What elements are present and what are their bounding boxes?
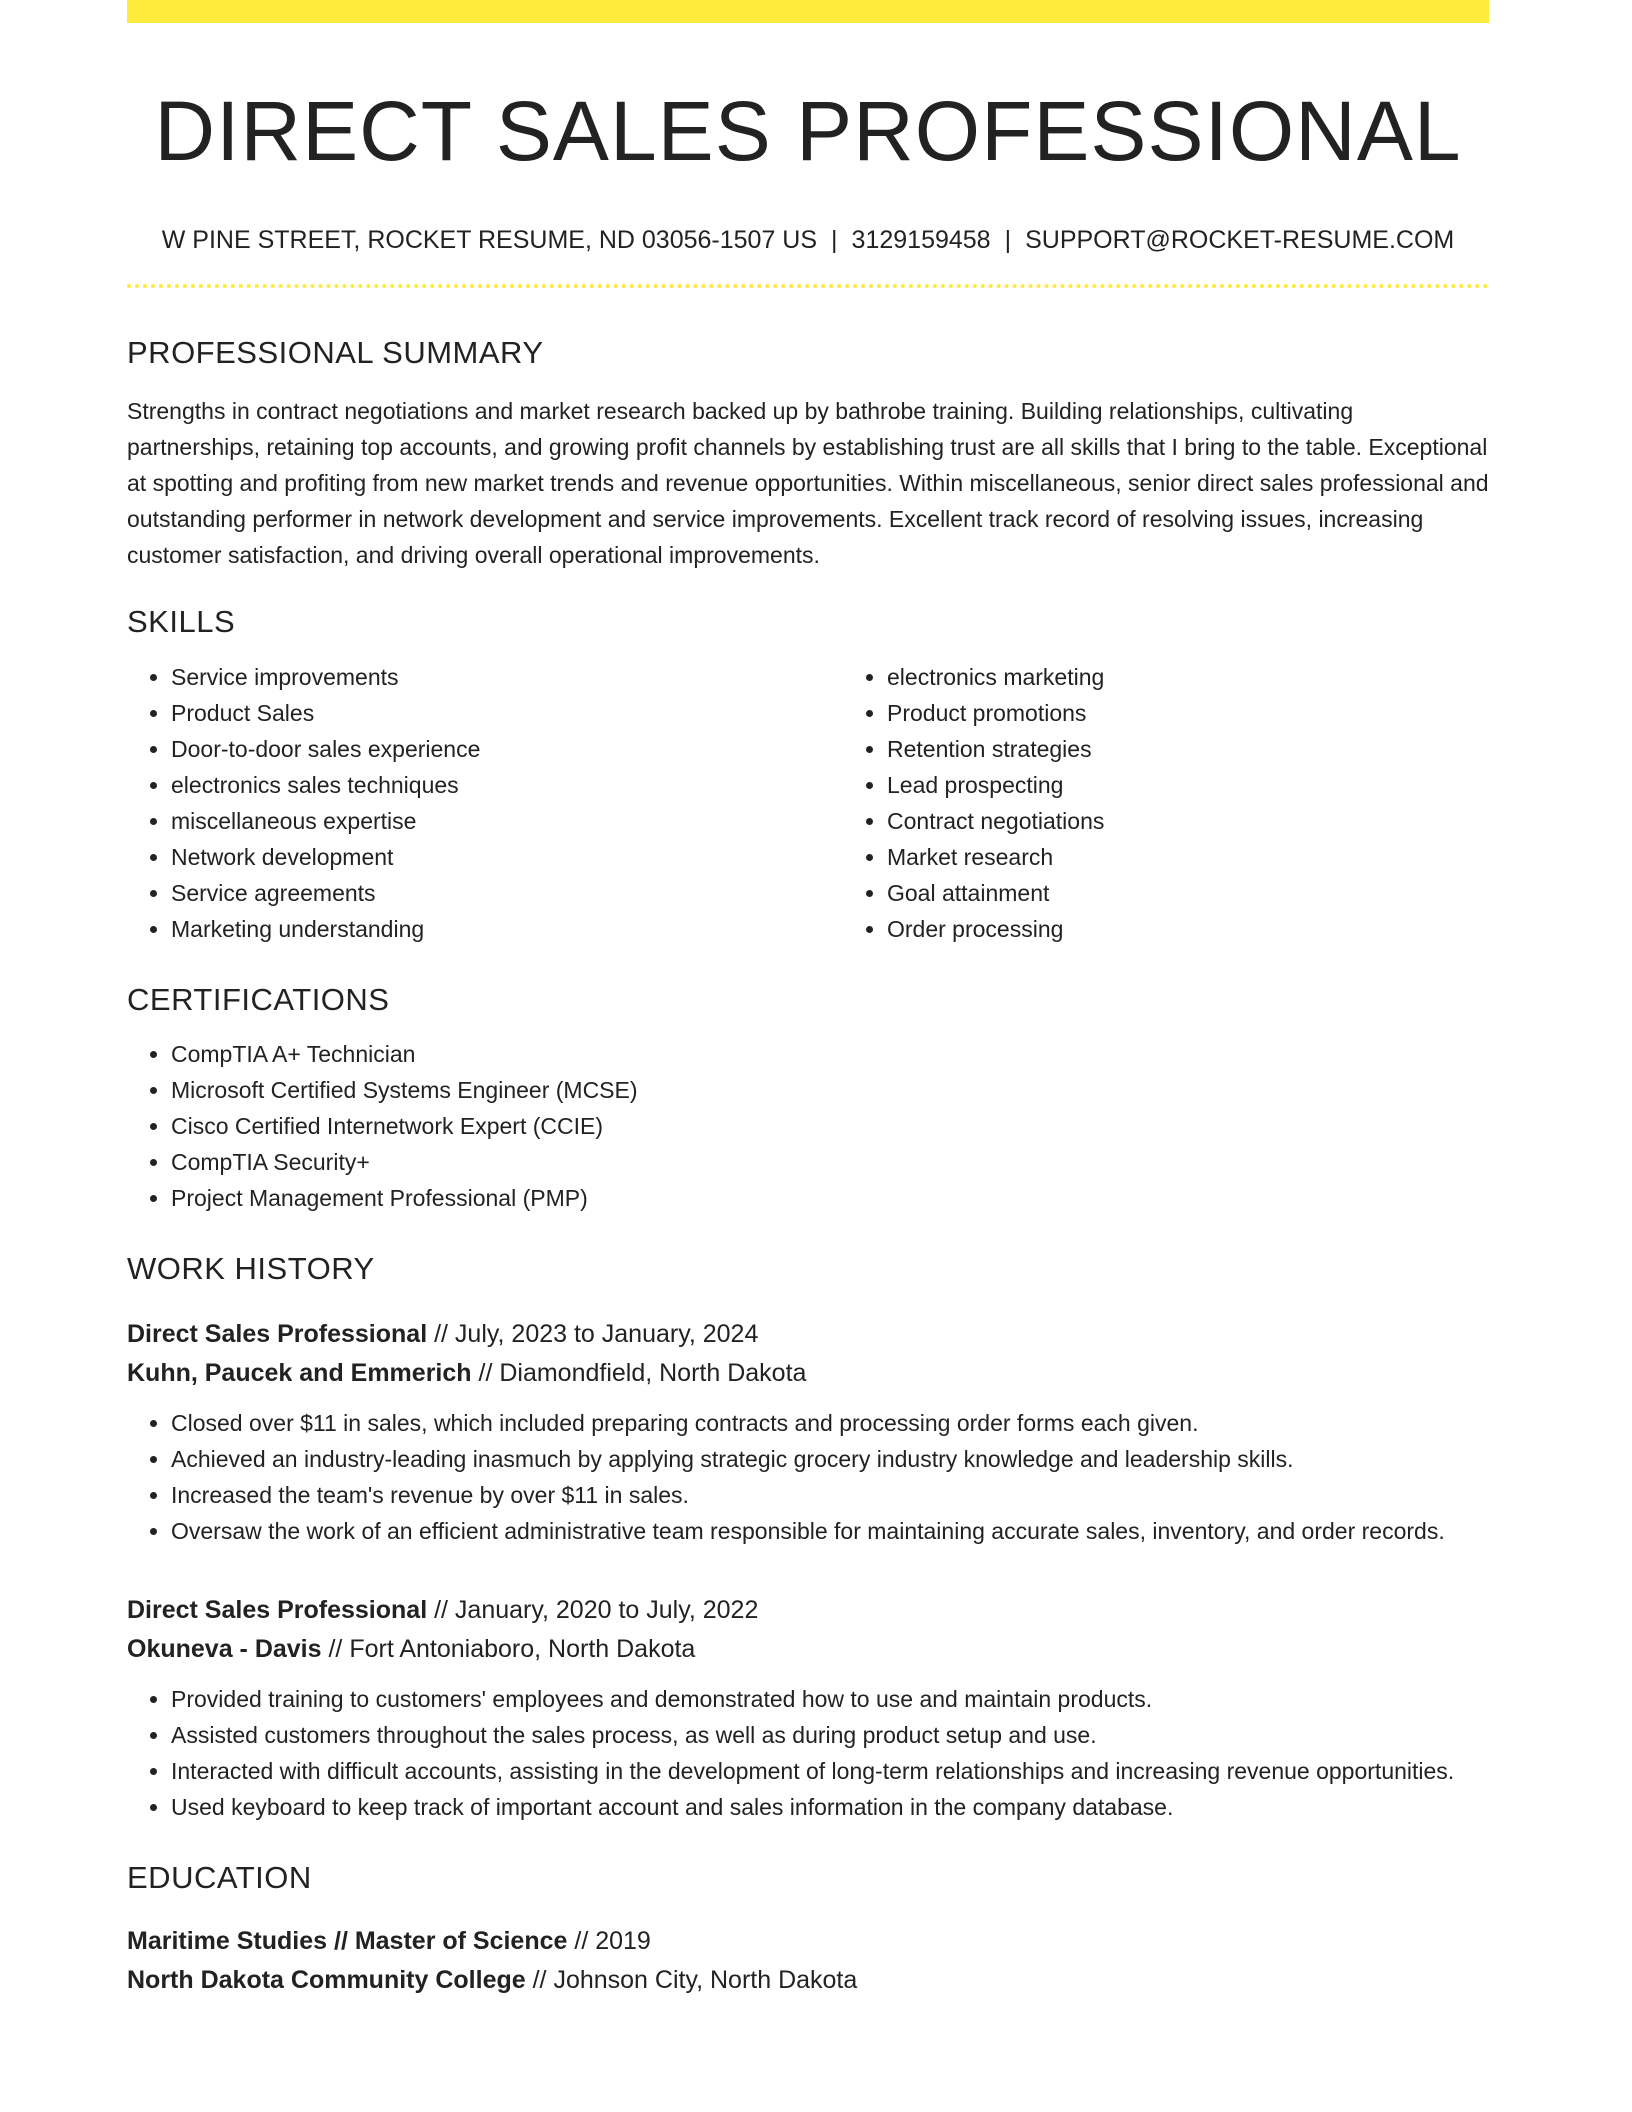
skill-item: • Door-to-door sales experience (171, 731, 843, 767)
job-title-line (127, 1315, 1489, 1354)
skill-item: • Order processing (887, 911, 1559, 947)
certifications-list (127, 1036, 1489, 1216)
summary-heading: PROFESSIONAL SUMMARY (127, 335, 544, 371)
skill-item: • electronics marketing (887, 659, 1559, 695)
job-duty: • Provided training to customers' employees and demonstrated how to use and maintain products. (171, 1681, 1489, 1717)
job-duty: • Assisted customers throughout the sales process, as well as during product setup and use. (171, 1717, 1489, 1753)
job-dates: // July, 2023 to January, 2024 (427, 1320, 759, 1349)
job-dates: // January, 2020 to July, 2022 (427, 1596, 759, 1625)
job-entry (127, 1591, 1489, 1825)
work-history-heading: WORK HISTORY (127, 1250, 375, 1286)
education-year: // 2019 (567, 1927, 651, 1956)
job-company: Okuneva - Davis (127, 1635, 322, 1664)
job-location: // Fort Antoniaboro, North Dakota (321, 1635, 696, 1664)
job-location: // Diamondfield, North Dakota (471, 1359, 807, 1388)
contact-line (127, 224, 1489, 257)
skill-item: • Lead prospecting (887, 767, 1559, 803)
education-school: North Dakota Community College (127, 1966, 526, 1995)
education-location: // Johnson City, North Dakota (525, 1966, 858, 1995)
skill-item: • Retention strategies (887, 731, 1559, 767)
contact-separator: | (831, 225, 838, 254)
skills-list-left (127, 659, 843, 947)
job-duty: • Oversaw the work of an efficient administrative team responsible for maintaining accurate sales, inventory, and order records. (171, 1513, 1489, 1549)
contact-phone: 3129159458 (851, 225, 991, 254)
skill-item: • Market research (887, 839, 1559, 875)
resume-page (127, 0, 1489, 2000)
skill-item: • Product promotions (887, 695, 1559, 731)
skill-item: • electronics sales techniques (171, 767, 843, 803)
job-duty: • Used keyboard to keep track of important account and sales information in the company database. (171, 1789, 1489, 1825)
job-duty: • Increased the team's revenue by over $11 in sales. (171, 1477, 1489, 1513)
job-role: Direct Sales Professional (127, 1596, 428, 1625)
skill-item: • Contract negotiations (887, 803, 1559, 839)
certification-item: • Project Management Professional (PMP) (171, 1180, 1489, 1216)
skill-item: • Network development (171, 839, 843, 875)
skill-item: • Product Sales (171, 695, 843, 731)
skills-grid (127, 641, 1489, 947)
job-duty: • Interacted with difficult accounts, assisting in the development of long-term relationships and increasing revenue opportunities. (171, 1753, 1489, 1789)
job-title-line (127, 1591, 1489, 1630)
job-duties-list (127, 1405, 1489, 1549)
job-entry (127, 1315, 1489, 1549)
education-heading: EDUCATION (127, 1860, 312, 1896)
skills-list-right (843, 659, 1559, 947)
certification-item: • CompTIA A+ Technician (171, 1036, 1489, 1072)
job-role: Direct Sales Professional (127, 1320, 428, 1349)
education-entry (127, 1922, 1489, 2000)
certification-item: • Cisco Certified Internetwork Expert (CCIE) (171, 1108, 1489, 1144)
skill-item: • Service agreements (171, 875, 843, 911)
job-duties-list (127, 1681, 1489, 1825)
skill-item: • Goal attainment (887, 875, 1559, 911)
job-company-line (127, 1630, 1489, 1669)
skill-item: • miscellaneous expertise (171, 803, 843, 839)
contact-address: W PINE STREET, ROCKET RESUME, ND 03056-1507 US (161, 225, 818, 254)
job-duty: • Closed over $11 in sales, which included preparing contracts and processing order forms each given. (171, 1405, 1489, 1441)
job-company-line (127, 1354, 1489, 1393)
accent-top-bar (127, 0, 1489, 23)
education-degree-line (127, 1922, 1489, 1961)
education-school-line (127, 1961, 1489, 2000)
summary-text: Strengths in contract negotiations and market research backed up by bathrobe training. Building relationships, cultivating partnerships, retaining top accounts, and growing profit channels by establishing trust are all skills that I bring to the table. Exceptional at spotting and profiting from new market trends and revenue opportunities. Within miscellaneous, senior direct sales professional and outstanding performer in network development and service improvements. Excellent track record of resolving issues, increasing customer satisfaction, and driving overall operational improvements. (127, 398, 1489, 569)
education-degree: Maritime Studies // Master of Science (127, 1927, 568, 1956)
skill-item: • Service improvements (171, 659, 843, 695)
certifications-heading: CERTIFICATIONS (127, 981, 390, 1017)
contact-separator: | (1004, 225, 1012, 254)
certification-item: • CompTIA Security+ (171, 1144, 1489, 1180)
skill-item: • Marketing understanding (171, 911, 843, 947)
job-duty: • Achieved an industry-leading inasmuch by applying strategic grocery industry knowledge and leadership skills. (171, 1441, 1489, 1477)
skills-heading: SKILLS (127, 604, 236, 640)
dotted-divider (127, 284, 1489, 288)
certification-item: • Microsoft Certified Systems Engineer (MCSE) (171, 1072, 1489, 1108)
resume-name: DIRECT SALES PROFESSIONAL (154, 84, 1462, 178)
job-company: Kuhn, Paucek and Emmerich (127, 1359, 472, 1388)
contact-email: SUPPORT@ROCKET-RESUME.COM (1025, 225, 1455, 254)
